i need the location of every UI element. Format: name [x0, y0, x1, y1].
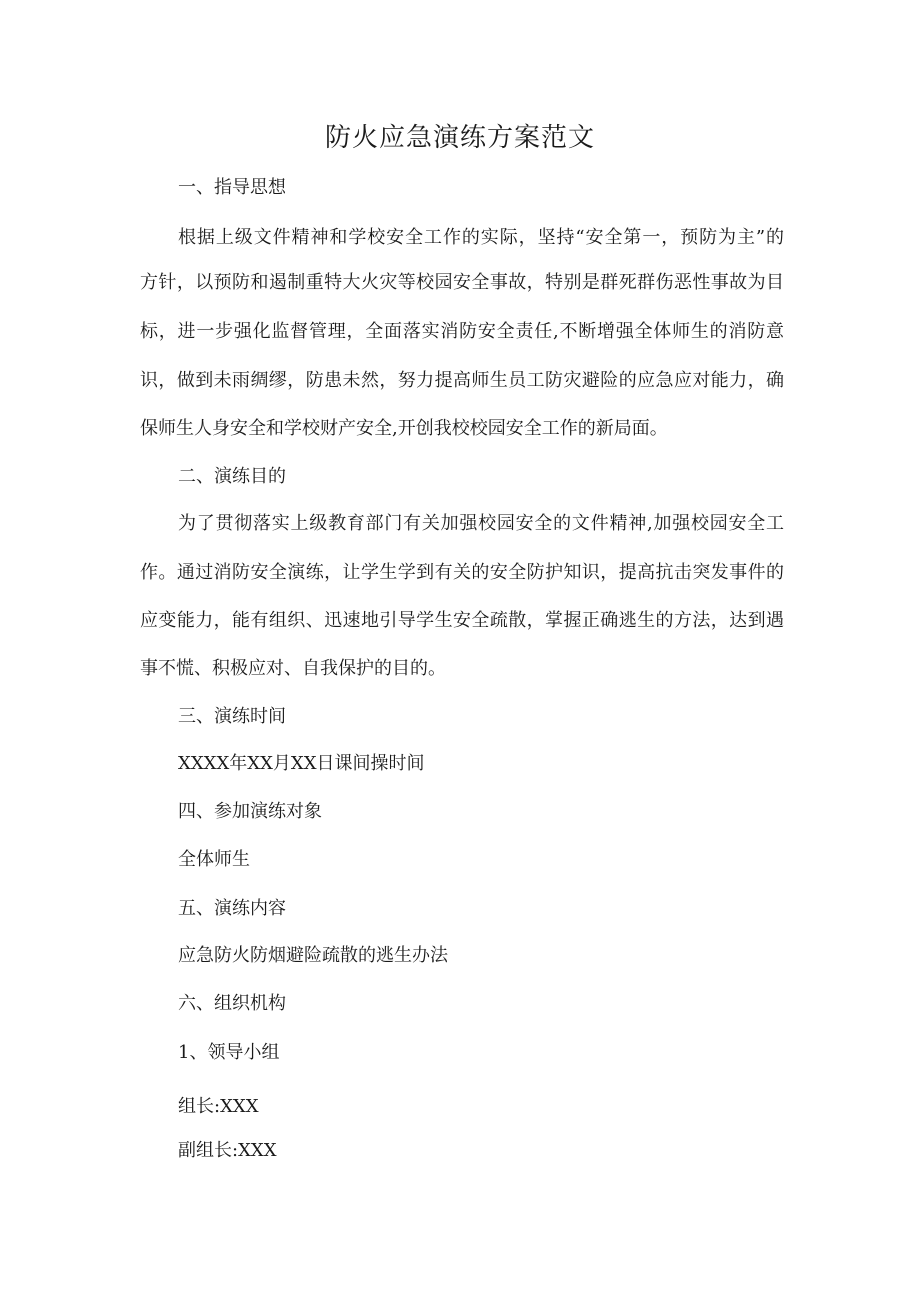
subheading-leadership-group: 1、领导小组: [178, 1042, 280, 1063]
section-heading-drill-content: 五、演练内容: [178, 898, 286, 919]
section-heading-organization: 六、组织机构: [178, 993, 286, 1014]
section-heading-participants: 四、参加演练对象: [178, 801, 322, 822]
document-title: 防火应急演练方案范文: [324, 123, 595, 153]
paragraph-line: 识，做到未雨绸缪，防患未然，努力提高师生员工防灾避险的应急应对能力，确: [140, 370, 784, 391]
paragraph-line: 根据上级文件精神和学校安全工作的实际，坚持“安全第一，预防为主”的: [178, 227, 784, 248]
section-heading-drill-purpose: 二、演练目的: [178, 466, 286, 487]
section-heading-drill-time: 三、演练时间: [178, 706, 286, 727]
group-leader-text: 组长:XXX: [178, 1096, 259, 1117]
paragraph-line: 方针，以预防和遏制重特大火灾等校园安全事故，特别是群死群伤恶性事故为目: [140, 272, 784, 293]
paragraph-line: 事不慌、积极应对、自我保护的目的。: [140, 658, 446, 679]
section-heading-guiding-ideology: 一、指导思想: [178, 177, 286, 198]
paragraph-line: 标，进一步强化监督管理，全面落实消防安全责任,不断增强全体师生的消防意: [140, 321, 784, 342]
paragraph-line: 为了贯彻落实上级教育部门有关加强校园安全的文件精神,加强校园安全工: [178, 513, 784, 534]
paragraph-line: 作。通过消防安全演练，让学生学到有关的安全防护知识，提高抗击突发事件的: [140, 562, 784, 583]
paragraph-line: 应变能力，能有组织、迅速地引导学生安全疏散，掌握正确逃生的方法，达到遇: [140, 610, 784, 631]
participants-text: 全体师生: [178, 849, 250, 870]
drill-time-text: XXXX年XX月XX日课间操时间: [178, 753, 425, 774]
deputy-group-leader-text: 副组长:XXX: [178, 1140, 277, 1161]
paragraph-line: 保师生人身安全和学校财产安全,开创我校校园安全工作的新局面。: [140, 418, 668, 439]
drill-content-text: 应急防火防烟避险疏散的逃生办法: [178, 945, 448, 966]
